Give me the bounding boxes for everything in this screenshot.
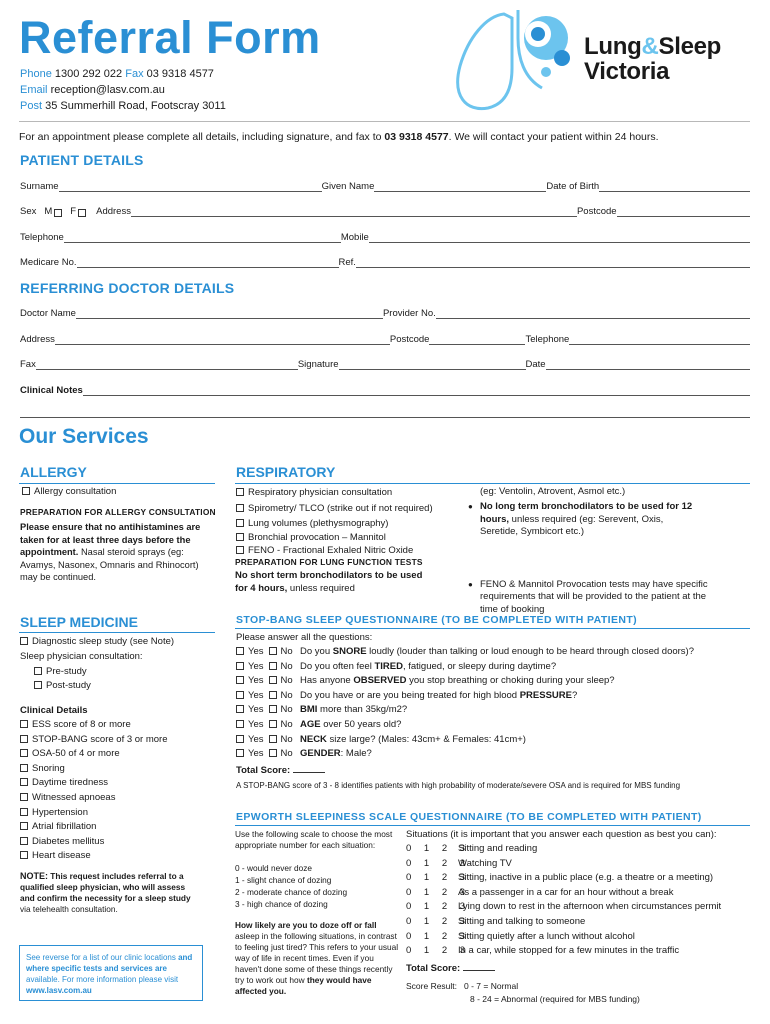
telephone-label: Telephone — [20, 232, 64, 243]
doctor-row-1 — [20, 305, 750, 319]
date-label: Date — [525, 359, 546, 370]
clinical-details-list — [18, 718, 168, 864]
question-key: OBSERVED — [353, 675, 407, 687]
clinical-detail-checkbox[interactable] — [20, 720, 28, 728]
ref-label: Ref. — [338, 257, 356, 268]
clinical-detail-item[interactable] — [18, 820, 168, 835]
diagnostic-checkbox[interactable] — [20, 637, 28, 645]
resp-option-feno[interactable] — [234, 544, 433, 558]
yes-checkbox[interactable] — [236, 720, 244, 728]
resp-eg-text: (eg: Ventolin, Atrovent, Asmol etc.) — [480, 486, 626, 497]
epworth-result — [406, 980, 640, 1005]
yes-label: Yes — [248, 733, 264, 745]
sleep-options — [18, 635, 174, 694]
situation-label: Sitting quietly after a lunch without alcohol — [458, 930, 635, 942]
post-address: 35 Summerhill Road, Footscray 3011 — [45, 100, 226, 112]
resp-spirometry-checkbox[interactable] — [236, 504, 244, 512]
epworth-total-label: Total Score: — [406, 963, 461, 974]
clinical-detail-checkbox[interactable] — [20, 822, 28, 830]
surname-label: Surname — [20, 181, 59, 192]
given-name-label: Given Name — [321, 181, 375, 192]
epworth-situation-row — [406, 887, 721, 902]
logo-wordmark — [584, 34, 721, 84]
box-url-link[interactable]: www.lasv.com.au — [26, 986, 92, 995]
yes-label: Yes — [248, 748, 264, 760]
no-checkbox[interactable] — [269, 647, 277, 655]
allergy-consult-checkbox[interactable] — [22, 487, 30, 495]
stopbang-question-text — [300, 646, 694, 661]
doctor-fax-field[interactable] — [36, 359, 298, 370]
sex-label: Sex — [20, 206, 37, 217]
no-label: No — [280, 675, 293, 687]
epworth-situations-intro: Situations (it is important that you answer each question as best you can): — [406, 829, 717, 840]
stopbang-total — [236, 765, 325, 778]
score-options[interactable]: 0 1 2 3 — [406, 872, 471, 884]
clinical-detail-item[interactable] — [18, 849, 168, 864]
clinical-notes-label: Clinical Notes — [20, 385, 83, 396]
yes-no-options — [234, 646, 300, 661]
clinical-detail-checkbox[interactable] — [20, 735, 28, 743]
doctor-name-label: Doctor Name — [20, 308, 76, 319]
question-pre: Do you — [300, 646, 333, 657]
resp-bronchial-checkbox[interactable] — [236, 533, 244, 541]
doctor-fax-label: Fax — [20, 359, 36, 370]
clinical-detail-checkbox[interactable] — [20, 749, 28, 757]
yes-checkbox[interactable] — [236, 662, 244, 670]
resp-bullet-long-term — [468, 501, 700, 539]
instructions-text: For an appointment please complete all details, including signature, and fax to — [19, 131, 385, 143]
stopbang-total-field[interactable] — [293, 772, 325, 773]
clinical-detail-label: ESS score of 8 or more — [32, 719, 131, 730]
provider-label: Provider No. — [382, 308, 436, 319]
situation-label: Watching TV — [458, 857, 512, 869]
resp-option-label: Spirometry/ TLCO (strike out if not required) — [248, 502, 433, 514]
mobile-label: Mobile — [340, 232, 369, 243]
note-label: NOTE: — [20, 871, 48, 881]
no-label: No — [280, 660, 293, 672]
clinical-notes-line-2[interactable] — [20, 417, 750, 418]
lung-logo-icon — [446, 8, 596, 120]
doctor-telephone-label: Telephone — [525, 334, 570, 345]
patient-address-field[interactable] — [131, 206, 577, 217]
yes-checkbox[interactable] — [236, 749, 244, 757]
yes-label: Yes — [248, 660, 264, 672]
doctor-postcode-label: Postcode — [389, 334, 430, 345]
allergy-prep-text — [20, 521, 216, 584]
epworth-underline — [235, 825, 750, 826]
epworth-question-bold: How likely are you to doze off or fall — [235, 920, 377, 930]
clinical-detail-item[interactable] — [18, 747, 168, 762]
clinical-detail-checkbox[interactable] — [20, 851, 28, 859]
clinical-detail-item[interactable] — [18, 806, 168, 821]
clinical-detail-label: Diabetes mellitus — [32, 835, 105, 847]
form-title: Referral Form — [19, 12, 321, 63]
clinical-detail-checkbox[interactable] — [20, 793, 28, 801]
stopbang-question-row — [234, 748, 694, 763]
locations-note-box — [19, 945, 203, 1001]
mobile-field[interactable] — [369, 232, 750, 243]
patient-details-heading: PATIENT DETAILS — [20, 152, 144, 168]
epworth-situation-row — [406, 843, 721, 858]
score-options[interactable]: 0 1 2 3 — [406, 843, 471, 854]
patient-address-label: Address — [96, 206, 131, 217]
question-key: TIRED — [374, 660, 403, 672]
pre-study-label: Pre-study — [46, 665, 87, 677]
sex-m-label: M — [44, 206, 53, 217]
question-key: PRESSURE — [519, 689, 572, 701]
epworth-situation-row — [406, 931, 721, 946]
clinical-detail-label: Daytime tiredness — [32, 777, 109, 789]
sleep-medicine-heading: SLEEP MEDICINE — [20, 614, 138, 630]
sleep-option-pre[interactable] — [18, 665, 174, 680]
stopbang-question-text — [300, 734, 526, 749]
phone-label: Phone — [20, 68, 52, 80]
no-checkbox[interactable] — [269, 691, 277, 699]
email-address[interactable]: reception@lasv.com.au — [50, 84, 165, 96]
resp-option-label: Lung volumes (plethysmography) — [248, 518, 389, 529]
instructions-fax: 03 9318 4577 — [384, 131, 449, 143]
epworth-situation-row — [406, 901, 721, 916]
situation-label: Sitting and talking to someone — [458, 915, 586, 927]
stopbang-underline — [235, 628, 750, 629]
yes-label: Yes — [248, 689, 264, 701]
question-post: , fatigued, or sleepy during daytime? — [402, 660, 557, 672]
clinical-detail-checkbox[interactable] — [20, 808, 28, 816]
situation-label: In a car, while stopped for a few minutes in the traffic — [458, 945, 680, 957]
patient-row-1 — [20, 178, 750, 192]
respiratory-underline — [235, 483, 750, 484]
score-options[interactable]: 0 1 2 3 — [406, 945, 471, 957]
allergy-underline — [19, 483, 215, 484]
doctor-details-heading: REFERRING DOCTOR DETAILS — [20, 280, 235, 296]
stopbang-question-row — [234, 719, 694, 734]
yes-label: Yes — [248, 718, 264, 730]
doctor-address-label: Address — [20, 334, 55, 345]
sex-f-label: F — [70, 206, 77, 217]
epworth-situation-row — [406, 872, 721, 887]
yes-checkbox[interactable] — [236, 705, 244, 713]
stopbang-question-text — [300, 661, 556, 676]
score-options[interactable]: 0 1 2 3 — [406, 857, 471, 869]
epworth-total — [406, 963, 495, 976]
clinical-detail-item[interactable] — [18, 718, 168, 733]
logo-word-victoria: Victoria — [584, 58, 670, 85]
patient-row-2 — [20, 203, 750, 217]
resp-consult-checkbox[interactable] — [236, 488, 244, 496]
epworth-scale-intro: Use the following scale to choose the most appropriate number for each situation: — [235, 829, 393, 850]
no-label: No — [280, 704, 293, 716]
doctor-postcode-field[interactable] — [429, 334, 525, 345]
epworth-heading: EPWORTH SLEEPINESS SCALE QUESTIONNAIRE (TO BE COMPLETED WITH PATIENT) — [236, 811, 702, 823]
sleep-note — [20, 871, 200, 915]
result-normal: 0 - 7 = Normal — [464, 981, 519, 991]
clinical-detail-item[interactable] — [18, 776, 168, 791]
question-pre: Do you often feel — [300, 660, 375, 672]
situation-label: Sitting and reading — [458, 843, 538, 854]
result-label: Score Result: — [406, 981, 458, 991]
no-checkbox[interactable] — [269, 749, 277, 757]
fax-label: Fax — [125, 68, 144, 80]
phone-number: 1300 292 022 — [54, 68, 123, 80]
respiratory-options — [234, 486, 433, 558]
epworth-question-bold-2: they would have affected you. — [235, 975, 372, 996]
result-abnormal: 8 - 24 = Abnormal (required for MBS funding) — [470, 993, 640, 1004]
clinical-detail-label: OSA-50 of 4 or more — [32, 748, 120, 760]
allergy-prep-normal: Nasal steroid sprays (eg: Avamys, Nasonex, Omnaris and Rhinocort) may be continued. — [20, 547, 199, 582]
sleep-underline — [19, 632, 215, 633]
resp-option-bronchial[interactable] — [234, 531, 433, 545]
question-key: AGE — [300, 718, 321, 730]
question-post: size large? (Males: 43cm+ & Females: 41cm+) — [326, 733, 526, 745]
clinical-detail-checkbox[interactable] — [20, 778, 28, 786]
doctor-name-field[interactable] — [76, 308, 383, 319]
clinical-detail-label: Witnessed apnoeas — [32, 791, 116, 803]
resp-bullet1-normal: unless required (eg: Serevent, Oxis, Seretide, Symbicort etc.) — [480, 513, 664, 537]
situation-label: As a passenger in a car for an hour without a break — [458, 886, 674, 898]
resp-option-lung-volumes[interactable] — [234, 517, 433, 531]
question-post: over 50 years old? — [320, 718, 402, 730]
logo-ampersand: & — [641, 33, 659, 60]
no-checkbox[interactable] — [269, 720, 277, 728]
question-key: SNORE — [332, 646, 367, 657]
lung-prep-heading: PREPARATION FOR LUNG FUNCTION TESTS — [235, 557, 423, 567]
question-post: more than 35kg/m2? — [317, 704, 408, 716]
no-checkbox[interactable] — [269, 676, 277, 684]
epworth-question-normal: asleep in the following situations, in contrast to feeling just tired? This refers to your usual way of life in recent times. Even if you haven't done some of these things recently try to work out how — [235, 931, 399, 985]
epworth-situation-row — [406, 916, 721, 931]
doctor-row-2 — [20, 331, 750, 345]
box-bold: and where specific tests and services are — [26, 953, 193, 973]
medicare-field[interactable] — [77, 257, 339, 268]
clinical-detail-checkbox[interactable] — [20, 764, 28, 772]
resp-option-label: Respiratory physician consultation — [248, 487, 393, 498]
allergy-prep-heading: PREPARATION FOR ALLERGY CONSULTATION — [20, 507, 216, 517]
epworth-situation-row — [406, 945, 721, 960]
yes-checkbox[interactable] — [236, 647, 244, 655]
provider-field[interactable] — [436, 308, 750, 319]
question-key: NECK — [300, 733, 327, 745]
stopbang-heading: STOP-BANG SLEEP QUESTIONNAIRE (TO BE COMPLETED WITH PATIENT) — [236, 614, 638, 626]
doctor-address-field[interactable] — [55, 334, 390, 345]
score-options[interactable]: 0 1 2 3 — [406, 901, 471, 913]
allergy-prep-bold: Please ensure that no antihistamines are taken for at least three days before the appointment. — [20, 522, 201, 557]
scale-item: 3 - high chance of dozing — [235, 899, 328, 909]
post-study-checkbox[interactable] — [34, 681, 42, 689]
sleep-consult-label: Sleep physician consultation: — [20, 650, 143, 662]
resp-option-label: FENO - Fractional Exhaled Nitric Oxide — [248, 545, 414, 556]
yes-checkbox[interactable] — [236, 691, 244, 699]
situation-label: Sitting, inactive in a public place (e.g. a theatre or a meeting) — [458, 872, 714, 884]
stopbang-total-label: Total Score: — [236, 765, 291, 776]
doctor-row-3 — [20, 356, 750, 370]
scale-item: 1 - slight chance of dozing — [235, 875, 332, 885]
question-post: you stop breathing or choking during your sleep? — [406, 675, 615, 687]
no-label: No — [280, 646, 293, 657]
question-post: loudly (louder than talking or loud enough to be heard through closed doors)? — [366, 646, 694, 657]
scale-item: 2 - moderate chance of dozing — [235, 887, 348, 897]
given-name-field[interactable] — [374, 181, 546, 192]
stopbang-questions — [234, 646, 694, 763]
respiratory-heading: RESPIRATORY — [236, 464, 336, 480]
clinical-detail-label: Hypertension — [32, 806, 88, 818]
surname-field[interactable] — [59, 181, 322, 192]
stopbang-question-text — [300, 690, 577, 705]
note-bold: This request includes referral to a qualified sleep physician, who will assess and confirm the necessity for a sleep study — [20, 871, 191, 903]
sex-f-checkbox[interactable] — [78, 209, 86, 217]
yes-no-options — [234, 748, 300, 763]
clinical-details-heading: Clinical Details — [20, 705, 88, 716]
diagnostic-label: Diagnostic sleep study (see Note) — [32, 636, 175, 647]
note-normal: via telehealth consultation. — [20, 904, 118, 914]
lung-prep-normal: unless required — [287, 582, 355, 594]
post-label: Post — [20, 100, 43, 112]
our-services-heading: Our Services — [19, 425, 149, 448]
question-post: ? — [571, 689, 578, 701]
fax-number: 03 9318 4577 — [146, 68, 214, 80]
resp-feno-checkbox[interactable] — [236, 546, 244, 554]
stopbang-question-row — [234, 675, 694, 690]
no-checkbox[interactable] — [269, 705, 277, 713]
clinical-detail-item[interactable] — [18, 791, 168, 806]
doctor-telephone-field[interactable] — [569, 334, 750, 345]
question-post: : Male? — [340, 748, 372, 760]
stopbang-question-row — [234, 734, 694, 749]
post-study-label: Post-study — [46, 680, 91, 692]
clinical-detail-item[interactable] — [18, 762, 168, 777]
yes-checkbox[interactable] — [236, 735, 244, 743]
question-pre: Has anyone — [300, 675, 354, 687]
epworth-total-field[interactable] — [463, 970, 495, 971]
yes-label: Yes — [248, 646, 264, 657]
no-label: No — [280, 748, 293, 760]
scale-item: 0 - would never doze — [235, 863, 313, 873]
stopbang-question-row — [234, 690, 694, 705]
yes-no-options — [234, 719, 300, 734]
logo-word-sleep: Sleep — [658, 33, 722, 60]
no-label: No — [280, 733, 293, 745]
sleep-option-post[interactable] — [18, 679, 174, 694]
yes-checkbox[interactable] — [236, 676, 244, 684]
logo-word-lung: Lung — [584, 33, 642, 60]
pre-study-checkbox[interactable] — [34, 667, 42, 675]
epworth-situation-row — [406, 858, 721, 873]
allergy-consult-label: Allergy consultation — [34, 486, 117, 497]
clinical-detail-label: Atrial fibrillation — [32, 821, 97, 833]
box-text: See reverse for a list of our clinic locations — [26, 953, 179, 962]
situation-label: Lying down to rest in the afternoon when circumstances permit — [458, 901, 722, 913]
epworth-situations — [406, 843, 721, 960]
contact-post-line — [20, 98, 226, 114]
yes-label: Yes — [248, 704, 264, 716]
resp-bullet1-bold: No long term bronchodilators to be used for 12 hours, — [480, 501, 693, 525]
score-options[interactable]: 0 1 2 3 — [406, 886, 471, 898]
allergy-heading: ALLERGY — [20, 464, 87, 480]
clinical-detail-checkbox[interactable] — [20, 837, 28, 845]
dob-field[interactable] — [599, 181, 750, 192]
score-options[interactable]: 0 1 2 3 — [406, 915, 471, 927]
yes-no-options — [234, 690, 300, 705]
dob-label: Date of Birth — [546, 181, 600, 192]
clinical-notes-field[interactable] — [83, 385, 750, 396]
header-divider — [19, 121, 750, 122]
yes-no-options — [234, 661, 300, 676]
yes-no-options — [234, 704, 300, 719]
stopbang-footnote: A STOP-BANG score of 3 - 8 identifies patients with high probability of moderate/severe OSA and is required for MBS funding — [236, 781, 681, 790]
ref-field[interactable] — [356, 257, 750, 268]
medicare-label: Medicare No. — [20, 257, 77, 268]
instructions — [19, 131, 659, 143]
question-key: BMI — [300, 704, 318, 716]
clinical-detail-item[interactable] — [18, 733, 168, 748]
no-checkbox[interactable] — [269, 735, 277, 743]
allergy-consult-option[interactable] — [20, 486, 116, 499]
sex-m-checkbox[interactable] — [54, 209, 62, 217]
box-text-2: available. For more information please visit — [26, 975, 179, 984]
doctor-row-4 — [20, 382, 750, 396]
contact-phone-line — [20, 66, 214, 82]
stopbang-intro: Please answer all the questions: — [236, 632, 373, 643]
question-key: GENDER — [300, 748, 341, 760]
question-pre: Do you have or are you being treated for high blood — [300, 689, 520, 701]
patient-postcode-field[interactable] — [617, 206, 750, 217]
stopbang-question-text — [300, 675, 615, 690]
stopbang-question-text — [300, 748, 372, 763]
clinical-detail-label: STOP-BANG score of 3 or more — [32, 733, 168, 745]
resp-option-consult[interactable] — [234, 486, 433, 500]
email-label: Email — [20, 84, 48, 96]
clinical-detail-label: Snoring — [32, 762, 65, 774]
instructions-text-end: . We will contact your patient within 24 hours. — [448, 131, 659, 143]
resp-lung-volumes-checkbox[interactable] — [236, 519, 244, 527]
stopbang-question-row — [234, 704, 694, 719]
yes-no-options — [234, 734, 300, 749]
score-options[interactable]: 0 1 2 3 — [406, 930, 471, 942]
clinical-detail-item[interactable] — [18, 835, 168, 850]
stopbang-question-row — [234, 661, 694, 676]
stopbang-question-row — [234, 646, 694, 661]
yes-label: Yes — [248, 675, 264, 687]
no-label: No — [280, 689, 293, 701]
date-field[interactable] — [546, 359, 750, 370]
lung-prep-text — [235, 570, 435, 595]
resp-option-spirometry[interactable] — [234, 502, 433, 516]
lung-prep-bold: No short term bronchodilators to be used for 4 hours, — [235, 570, 423, 594]
patient-row-4 — [20, 254, 750, 268]
no-label: No — [280, 718, 293, 730]
resp-option-label: Bronchial provocation – Mannitol — [248, 531, 386, 543]
signature-field[interactable] — [339, 359, 526, 370]
epworth-question — [235, 920, 400, 997]
sleep-option-diagnostic[interactable] — [18, 635, 174, 650]
no-checkbox[interactable] — [269, 662, 277, 670]
stopbang-question-text — [300, 719, 401, 734]
resp-bullet-feno: ● FENO & Mannitol Provocation tests may have specific requirements that will be provided to the patient at the time of booking — [468, 579, 708, 617]
contact-email-line — [20, 82, 165, 98]
telephone-field[interactable] — [64, 232, 341, 243]
stopbang-question-text — [300, 704, 407, 719]
signature-label: Signature — [297, 359, 339, 370]
clinical-detail-label: Heart disease — [32, 850, 91, 862]
patient-postcode-label: Postcode — [576, 206, 617, 217]
patient-row-3 — [20, 229, 750, 243]
yes-no-options — [234, 675, 300, 690]
epworth-scale-list — [235, 862, 347, 910]
